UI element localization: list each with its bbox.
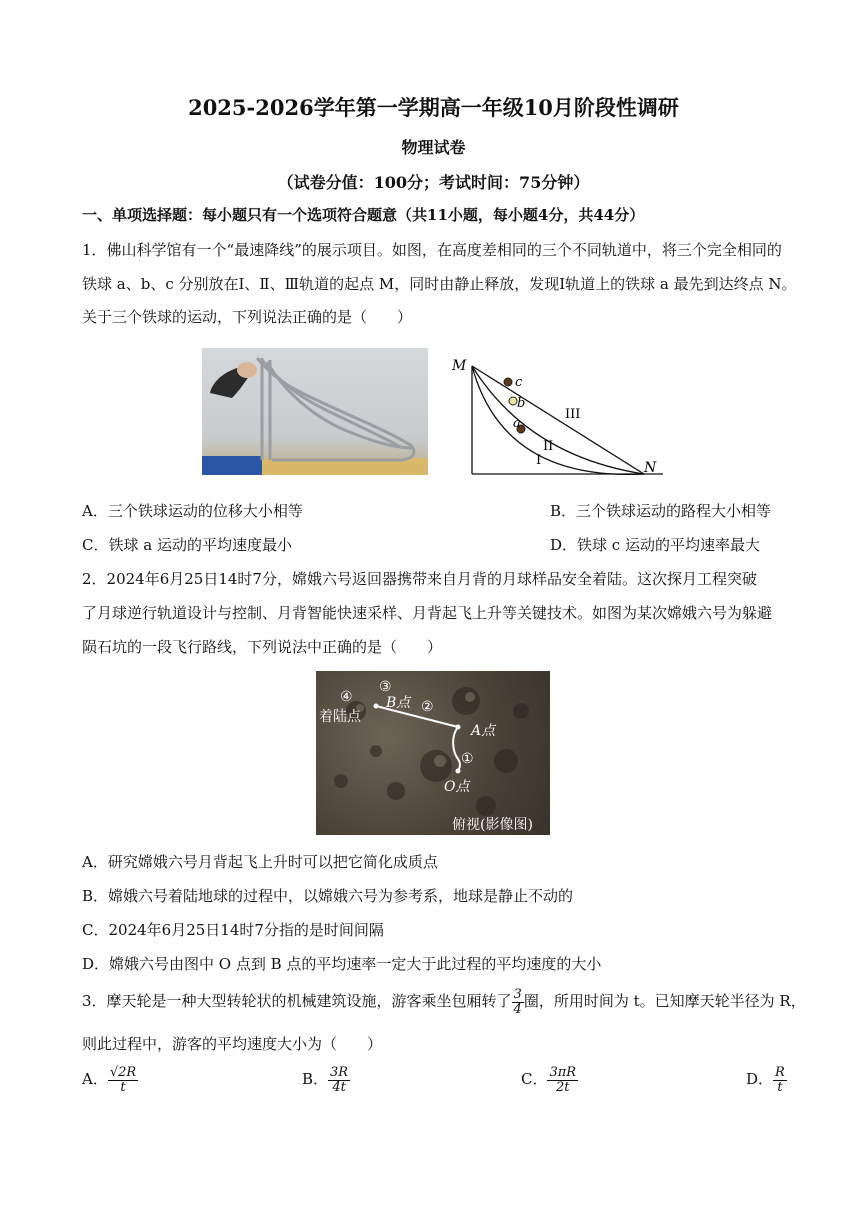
q3-option-a-frac (108, 1066, 138, 1094)
exam-subject: 物理试卷 (401, 138, 466, 157)
label-I: I (536, 453, 542, 468)
q1-option-a: A．三个铁球运动的位移大小相等 (82, 502, 303, 520)
moon-label-b: B点 (386, 695, 411, 711)
q3-option-b-frac (328, 1066, 350, 1094)
q3-line1-end: 圈，所用时间为 t。已知摩天轮半径为 R， (523, 992, 806, 1011)
q2-moon-image (316, 671, 550, 835)
moon-label-a: A点 (471, 723, 496, 739)
moon-label-3: ③ (379, 679, 392, 695)
q1-line3: 关于三个铁球的运动，下列说法正确的是（ ） (82, 308, 413, 326)
q3-option-c (521, 1066, 578, 1094)
q3-option-d-label: D． (746, 1070, 774, 1089)
q1-line2: 铁球 a、b、c 分别放在Ⅰ、Ⅱ、Ⅲ轨道的起点 M，同时由静止释放，发现Ⅰ轨道上的铁球 a 最先到达终点 N。 (82, 275, 797, 293)
q2-line1: 2．2024年6月25日14时7分，嫦娥六号返回器携带来自月背的月球样品安全着陆。这次探月工程突破 (82, 570, 757, 588)
q3-line1 (82, 988, 806, 1016)
label-N: N (644, 460, 657, 476)
q3-option-c-den: 2t (556, 1079, 570, 1095)
q1-option-d: D．铁球 c 运动的平均速率最大 (550, 536, 760, 554)
q3-option-c-label: C． (521, 1070, 548, 1089)
moon-label-4: ④ (340, 689, 353, 705)
q3-line1-start: 3．摩天轮是一种大型转轮状的机械建筑设施，游客乘坐包厢转了 (82, 992, 512, 1011)
q3-option-d-frac (773, 1066, 787, 1094)
q2-option-c: C．2024年6月25日14时7分指的是时间间隔 (82, 921, 384, 939)
q3-option-c-num: 3πR (549, 1065, 577, 1080)
moon-label-1: ① (461, 751, 474, 767)
exam-meta: （试卷分值：100分；考试时间：75分钟） (277, 173, 590, 192)
section-heading: 一、单项选择题：每小题只有一个选项符合题意（共11小题，每小题4分，共44分） (82, 206, 645, 224)
q1-option-c: C．铁球 a 运动的平均速度最小 (82, 536, 292, 554)
exam-title: 2025-2026学年第一学期高一年级10月阶段性调研 (188, 95, 679, 120)
q1-line1: 1．佛山科学馆有一个“最速降线”的展示项目。如图，在高度差相同的三个不同轨道中，将三个完全相同的 (82, 241, 782, 259)
moon-caption: 俯视(影像图) (452, 817, 533, 833)
q3-option-c-frac (547, 1066, 578, 1094)
q3-frac-den: 4 (513, 1001, 522, 1017)
q3-option-b-label: B． (302, 1070, 329, 1089)
q3-fraction (512, 988, 524, 1016)
q3-option-b (302, 1066, 350, 1094)
label-b: b (517, 396, 526, 411)
q3-option-b-num: 3R (330, 1065, 349, 1080)
q2-line3: 陨石坑的一段飞行路线，下列说法中正确的是（ ） (82, 638, 443, 656)
q3-option-a-den: t (120, 1079, 126, 1095)
q1-photo (202, 348, 428, 475)
q2-option-d: D．嫦娥六号由图中 O 点到 B 点的平均速率一定大于此过程的平均速度的大小 (82, 955, 602, 973)
label-M: M (452, 358, 467, 374)
q1-track-diagram (448, 346, 668, 482)
q3-option-a-label: A． (82, 1070, 108, 1089)
q3-option-b-den: 4t (332, 1079, 346, 1095)
label-a: a (513, 416, 521, 431)
label-III: III (565, 407, 581, 422)
q3-option-a (82, 1066, 138, 1094)
moon-label-landing: 着陆点 (319, 709, 361, 725)
moon-label-2: ② (421, 699, 434, 715)
label-c: c (515, 375, 523, 390)
q3-line2: 则此过程中，游客的平均速度大小为（ ） (82, 1035, 383, 1053)
q3-option-d (746, 1066, 787, 1094)
q2-option-a: A．研究嫦娥六号月背起飞上升时可以把它简化成质点 (82, 853, 438, 871)
q2-line2: 了月球逆行轨道设计与控制、月背智能快速采样、月背起飞上升等关键技术。如图为某次嫦娥六号为躲避 (82, 604, 773, 622)
label-II: II (543, 439, 554, 454)
moon-label-o: O点 (444, 779, 470, 795)
q1-option-b: B．三个铁球运动的路程大小相等 (550, 502, 772, 520)
q3-frac-num: 3 (513, 987, 522, 1002)
q2-option-b: B．嫦娥六号着陆地球的过程中，以嫦娥六号为参考系，地球是静止不动的 (82, 887, 574, 905)
q3-option-d-num: R (775, 1065, 785, 1080)
q3-option-d-den: t (777, 1079, 783, 1095)
q3-option-a-num: √2R (109, 1065, 137, 1080)
